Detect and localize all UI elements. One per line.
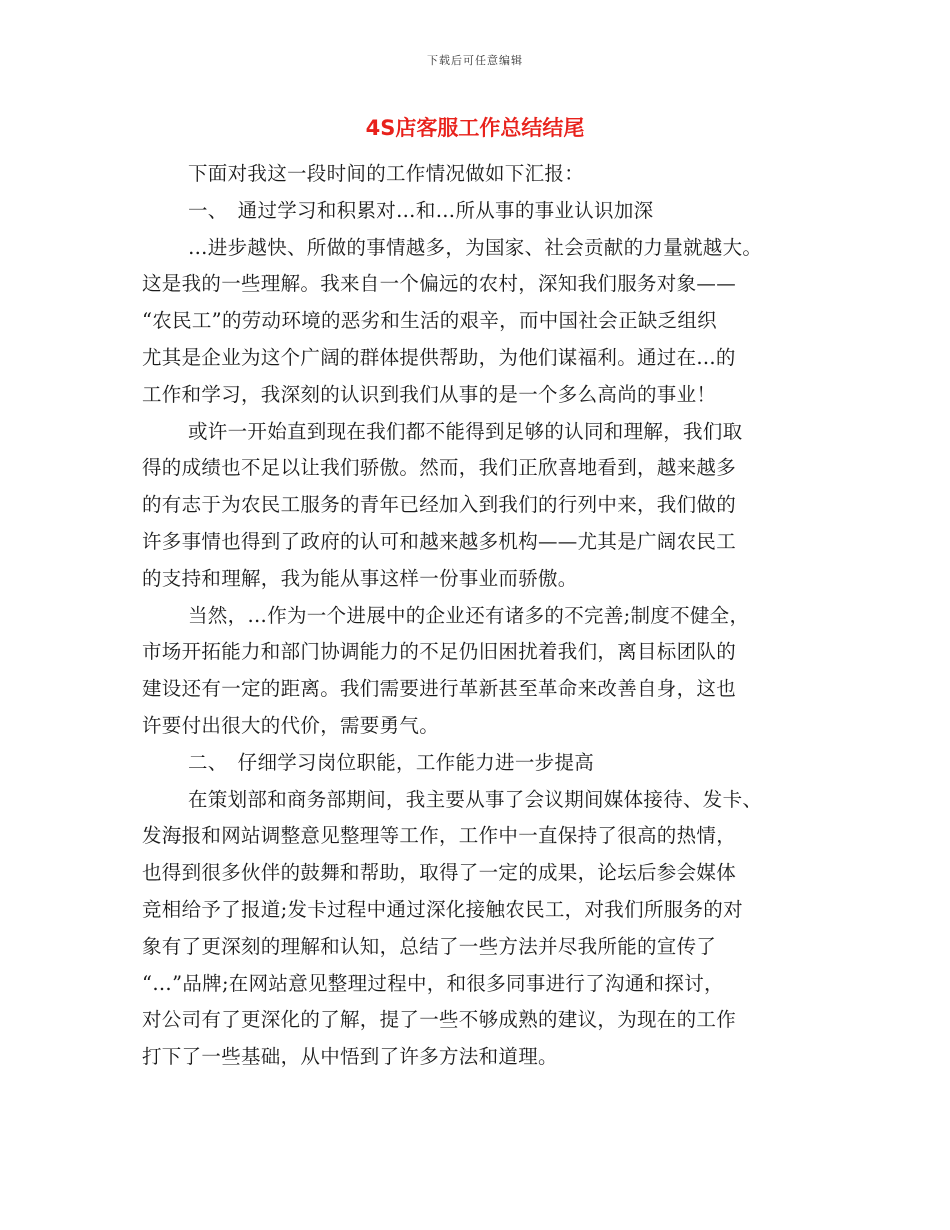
text-line: 发海报和网站调整意见整理等工作，工作中一直保持了很高的热情，	[142, 824, 737, 848]
text-line: “…”品牌;在网站意见整理过程中，和很多同事进行了沟通和探讨，	[142, 971, 724, 995]
text-line: 下面对我这一段时间的工作情况做如下汇报：	[188, 162, 585, 185]
text-line: 这是我的一些理解。我来自一个偏远的农村，深知我们服务对象——	[142, 272, 737, 296]
text-line: 对公司有了更深化的了解，提了一些不够成熟的建议，为现在的工作	[142, 1008, 737, 1032]
text-line: 的支持和理解，我为能从事这样一份事业而骄傲。	[142, 566, 578, 590]
text-line: 市场开拓能力和部门协调能力的不足仍旧困扰着我们，离目标团队的	[142, 640, 737, 664]
text-line: 在策划部和商务部期间，我主要从事了会议期间媒体接待、发卡、	[188, 787, 763, 811]
text-line: 的有志于为农民工服务的青年已经加入到我们的行列中来，我们做的	[142, 493, 737, 517]
text-line: …进步越快、所做的事情越多，为国家、社会贡献的力量就越大。	[188, 235, 763, 259]
text-line: 一、 通过学习和积累对…和…所从事的事业认识加深	[188, 198, 654, 222]
text-line: 尤其是企业为这个广阔的群体提供帮助，为他们谋福利。通过在...的	[142, 345, 736, 369]
text-line: 工作和学习，我深刻的认识到我们从事的是一个多么高尚的事业！	[142, 382, 717, 406]
text-line: 得的成绩也不足以让我们骄傲。然而，我们正欣喜地看到，越来越多	[142, 456, 737, 480]
text-line: 打下了一些基础，从中悟到了许多方法和道理。	[142, 1045, 558, 1069]
text-line: 竞相给予了报道;发卡过程中通过深化接触农民工，对我们所服务的对	[142, 897, 743, 921]
text-line: “农民工”的劳动环境的恶劣和生活的艰辛，而中国社会正缺乏组织	[142, 309, 717, 333]
text-line: 或许一开始直到现在我们都不能得到足够的认同和理解，我们取	[188, 419, 743, 443]
text-line: 当然，…作为一个进展中的企业还有诸多的不完善;制度不健全，	[188, 603, 750, 627]
text-line: 也得到很多伙伴的鼓舞和帮助，取得了一定的成果，论坛后参会媒体	[142, 861, 737, 885]
header-note: 下载后可任意编辑	[427, 54, 523, 67]
text-line: 象有了更深刻的理解和认知，总结了一些方法并尽我所能的宣传了	[142, 934, 717, 958]
text-line: 二、 仔细学习岗位职能，工作能力进一步提高	[188, 750, 595, 774]
text-line: 建设还有一定的距离。我们需要进行革新甚至革命来改善自身，这也	[142, 677, 737, 701]
document-body	[142, 156, 822, 1076]
text-line: 许多事情也得到了政府的认可和越来越多机构——尤其是广阔农民工	[142, 529, 737, 553]
document-title: 4S店客服工作总结结尾	[365, 116, 585, 140]
text-line: 许要付出很大的代价，需要勇气。	[142, 713, 440, 737]
